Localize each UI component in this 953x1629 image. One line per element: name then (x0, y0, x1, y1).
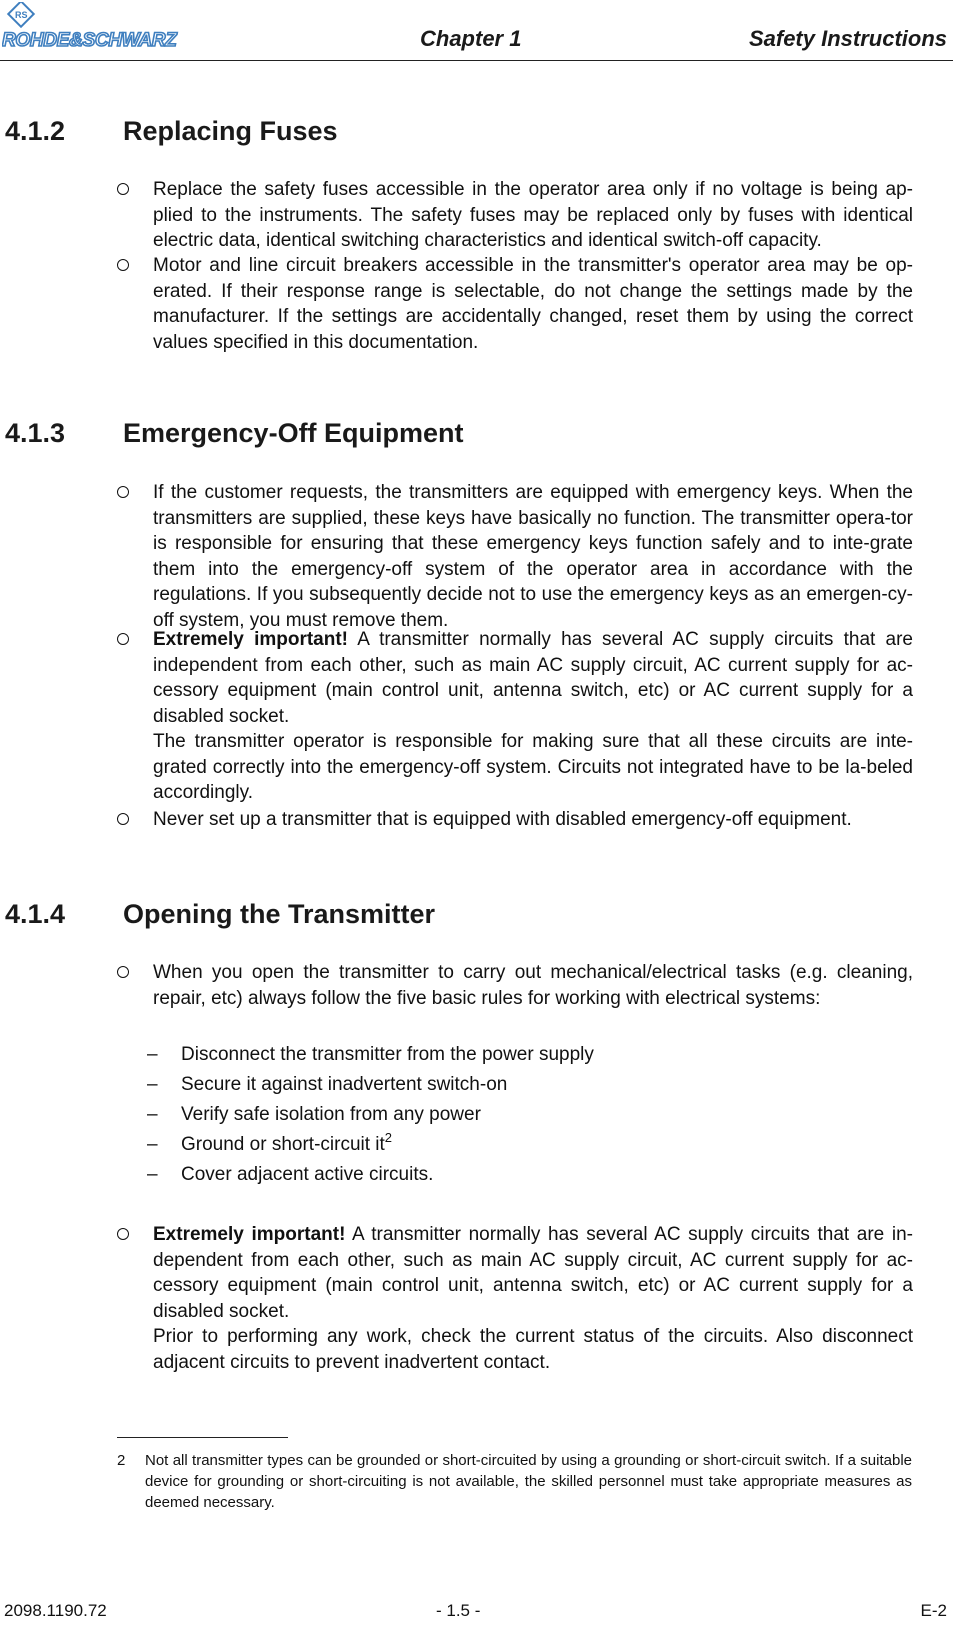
section-title: Replacing Fuses (123, 116, 338, 146)
edition-label: E-2 (920, 1601, 947, 1620)
bullet-circle-icon (117, 966, 129, 978)
svg-text:RS: RS (15, 10, 28, 20)
footnote-number: 2 (117, 1452, 126, 1469)
list-item-text: Extremely important! A transmitter normally has several AC supply circuits that are independent from each other, such as main AC supply circuit, AC current supply for ac-cessory equipment (main control unit, antenna switch, etc) or AC current supply for a disabled socket. (153, 629, 913, 727)
list-item-text: Motor and line circuit breakers accessible in the transmitter's operator area may be op-erated. If their response range is selectable, do not change the settings made by the manufacturer. If the settings are accidentally changed, reset them by using the correct values specified in this documentation. (153, 255, 913, 353)
list-item-text: If the customer requests, the transmitters are equipped with emergency keys. When the transmitters are supplied, these keys have basically no function. The transmitter opera-tor is responsible for ensuring that these emergency keys function safely and to inte-grate them into the emergency-off system of the operator area in accordance with the regulations. If you subsequently decide not to use the emergency keys as an emergen-cy-off system, you must remove them. (153, 482, 913, 631)
list-item-text: Never set up a transmitter that is equipped with disabled emergency-off equipment. (153, 809, 852, 830)
footnote-text: Not all transmitter types can be grounded or short-circuited by using a grounding or short-circuit switch. If a suitable device for grounding or short-circuiting is not available, the skilled personnel must take appropriate measures as deemed necessary. (145, 1452, 912, 1511)
rohde-schwarz-logo (2, 2, 226, 50)
list-item-text: When you open the transmitter to carry out mechanical/electrical tasks (e.g. cleaning, repair, etc) always follow the five basic rules for working with electrical systems: (153, 962, 913, 1009)
page-header (0, 0, 953, 62)
bullet-circle-icon (117, 633, 129, 645)
footnote-reference[interactable]: 2 (384, 1130, 393, 1145)
header-divider (0, 60, 953, 61)
svg-text:ROHDE&SCHWARZ: ROHDE&SCHWARZ (2, 30, 177, 50)
emphasis-label: Extremely important! (153, 629, 349, 650)
section-number: 4.1.4 (5, 899, 66, 929)
footnote-divider (117, 1437, 288, 1438)
list-item-text: Replace the safety fuses accessible in the operator area only if no voltage is being ap-plied to the instruments. The safety fuses may be replaced only by fuses with identical electric data, identical switching characteristics and identical switch-off capacity. (153, 179, 913, 251)
header-title: Safety Instructions (748, 26, 947, 51)
list-item-text: Extremely important! A transmitter normally has several AC supply circuits that are in-dependent from each other, such as main AC supply circuit, AC current supply for ac-cessory equipment (main control unit, antenna switch, etc) or AC current supply for a disabled socket. (153, 1224, 914, 1322)
paragraph: Prior to performing any work, check the current status of the circuits. Also disconnect adjacent circuits to prevent inadvertent contact. (153, 1326, 913, 1373)
page-number: - 1.5 - (436, 1601, 481, 1620)
chapter-label: Chapter 1 (420, 26, 522, 51)
bullet-circle-icon (117, 486, 129, 498)
paragraph: The transmitter operator is responsible for making sure that all these circuits are inte-grated correctly into the emergency-off system. Circuits not integrated have to be la-beled accordingly. (153, 731, 913, 803)
section-title: Emergency-Off Equipment (123, 418, 464, 448)
bullet-circle-icon (117, 1228, 129, 1240)
section-number: 4.1.3 (5, 418, 66, 448)
doc-number: 2098.1190.72 (4, 1601, 107, 1620)
bullet-circle-icon (117, 183, 129, 195)
section-heading (5, 899, 435, 930)
emphasis-label: Extremely important! (153, 1224, 346, 1245)
section-heading (5, 116, 338, 147)
bullet-circle-icon (117, 813, 129, 825)
section-title: Opening the Transmitter (123, 899, 436, 929)
section-heading (5, 418, 464, 449)
bullet-circle-icon (117, 259, 129, 271)
section-number: 4.1.2 (5, 116, 66, 146)
